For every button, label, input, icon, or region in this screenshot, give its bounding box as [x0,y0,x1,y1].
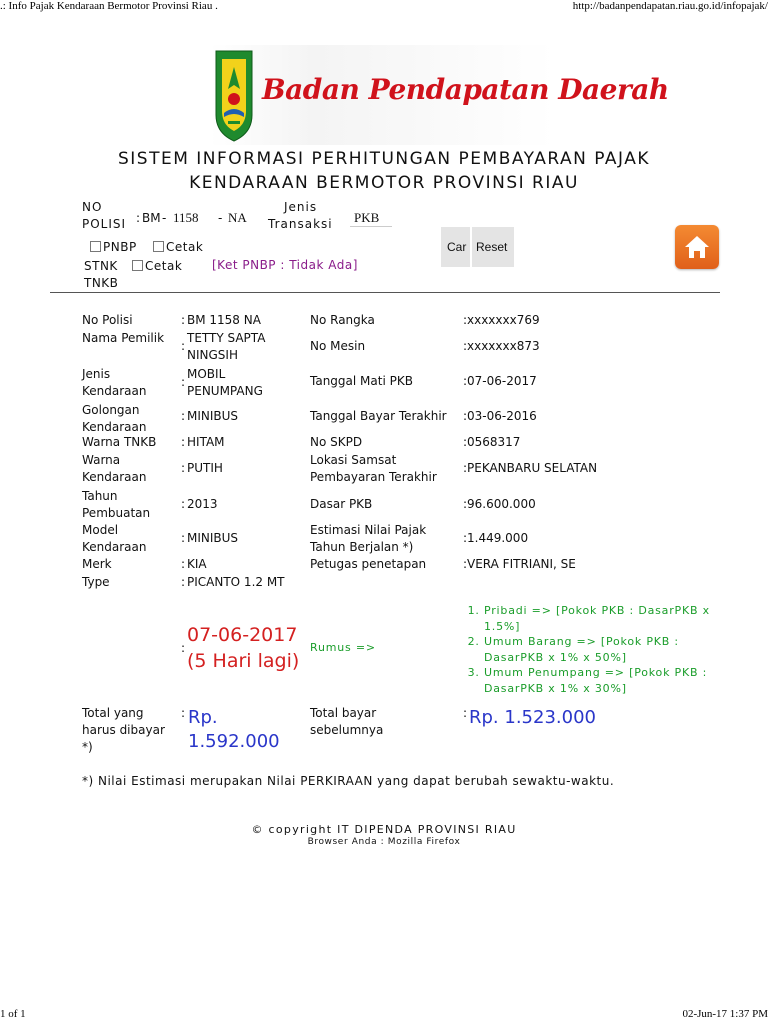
right-field-value: 07-06-2017 [467,374,537,388]
home-icon [675,225,719,269]
field-colon: : [463,435,468,449]
no-polisi-colon: : [136,211,141,225]
left-field-label: Merk [82,557,112,571]
total-label: Total yang harus dibayar *) [82,706,165,754]
cetak-stnk-checkbox[interactable] [153,240,203,254]
jenis-transaksi-select[interactable]: PKB [354,210,380,225]
left-field-value: MINIBUS [187,409,239,423]
left-field-label: Model Kendaraan [82,523,147,554]
left-field-value: PICANTO 1.2 MT [187,575,285,589]
cari-button[interactable]: Car [441,227,470,267]
home-button[interactable] [675,225,719,269]
checkbox-icon [153,241,164,252]
no-polisi-label-2: POLISI [82,217,127,231]
field-colon: : [181,435,186,449]
field-colon: : [463,374,468,388]
field-colon: : [463,531,468,545]
left-field-value: PUTIH [187,461,223,475]
cetak-tnkb-label-2: TNKB [84,276,119,290]
cetak-tnkb-checkbox[interactable] [132,259,182,273]
right-field-label: Lokasi Samsat Pembayaran Terakhir [310,453,437,484]
no-polisi-label-1: NO [82,200,103,214]
total-colon: : [181,706,186,720]
page-title-line-1: SISTEM INFORMASI PERHITUNGAN PEMBAYARAN PAJAK [117,149,651,169]
field-colon: : [181,339,186,353]
field-colon: : [463,409,468,423]
field-colon: : [181,375,186,389]
right-field-label: Tanggal Mati PKB [310,374,413,388]
prev-value: Rp. 1.523.000 [469,707,596,728]
rumus-item: 3. Umum Penumpang => [Pokok PKB : DasarPKB x 1% x 30%] [484,665,714,696]
reset-button[interactable]: Reset [472,227,514,267]
ket-pnbp-note: [Ket PNBP : Tidak Ada] [212,258,358,272]
due-date-colon: : [181,641,186,655]
print-datetime: 02-Jun-17 1:37 PM [682,1008,768,1020]
left-field-label: Golongan Kendaraan [82,403,147,434]
left-field-label: Jenis Kendaraan [82,367,147,398]
due-date: 07-06-2017 [187,624,298,646]
field-colon: : [181,497,186,511]
rumus-item: 2. Umum Barang => [Pokok PKB : DasarPKB x 1% x 50%] [484,634,714,665]
field-colon: : [181,557,186,571]
prev-label: Total bayar sebelumnya [310,706,384,737]
browser-info: Browser Anda : Mozilla Firefox [307,837,461,847]
field-colon: : [463,461,468,475]
field-colon: : [463,313,468,327]
left-field-value: BM 1158 NA [187,313,261,327]
left-field-label: Warna TNKB [82,435,157,449]
print-page-count: 1 of 1 [0,1008,26,1020]
left-field-label: No Polisi [82,313,133,327]
divider [50,292,720,293]
pnbp-label: PNBP [103,240,137,254]
total-value-line-1: Rp. [188,707,218,728]
field-colon: : [463,339,468,353]
right-field-value: PEKANBARU SELATAN [467,461,598,475]
right-field-value: xxxxxxx769 [467,313,540,327]
left-field-value: MINIBUS [187,531,239,545]
agency-banner [210,45,669,145]
right-field-label: Petugas penetapan [310,557,427,571]
right-field-label: Estimasi Nilai Pajak Tahun Berjalan *) [310,523,427,554]
copyright: © copyright IT DIPENDA PROVINSI RIAU [251,823,517,836]
right-field-value: 1.449.000 [467,531,529,545]
right-field-label: Tanggal Bayar Terakhir [310,409,447,423]
pnbp-checkbox[interactable] [90,240,137,254]
right-field-value: 96.600.000 [467,497,536,511]
checkbox-icon [132,260,143,271]
cetak-tnkb-label: Cetak [145,259,183,273]
estimasi-note: *) Nilai Estimasi merupakan Nilai PERKIRAAN yang dapat berubah sewaktu-waktu. [82,774,615,788]
prev-colon: : [463,706,468,720]
left-field-value: 2013 [187,497,218,511]
left-field-value: TETTY SAPTA NINGSIH [187,331,266,362]
left-field-value: MOBIL PENUMPANG [187,367,263,398]
right-field-value: VERA FITRIANI, SE [467,557,576,571]
left-field-value: HITAM [187,435,225,449]
right-field-label: No SKPD [310,435,363,449]
plate-suffix-field[interactable]: NA [228,210,247,225]
field-colon: : [181,531,186,545]
right-field-value: 0568317 [467,435,521,449]
left-field-label: Warna Kendaraan [82,453,147,484]
right-field-value: xxxxxxx873 [467,339,540,353]
right-field-label: Dasar PKB [310,497,373,511]
left-field-label: Nama Pemilik [82,331,165,345]
total-value-line-2: 1.592.000 [188,731,280,752]
cetak-stnk-label: Cetak [166,240,204,254]
rumus-item: 1. Pribadi => [Pokok PKB : DasarPKB x 1.5%] [484,603,714,634]
page-title-line-2: KENDARAAN BERMOTOR PROVINSI RIAU [189,173,579,193]
plate-prefix-field[interactable]: BM [142,211,161,225]
plate-number-field[interactable]: 1158 [173,210,199,225]
field-colon: : [463,557,468,571]
due-remaining: (5 Hari lagi) [187,650,300,672]
right-field-value: 03-06-2016 [467,409,537,423]
jenis-transaksi-label-1: Jenis [284,200,318,214]
checkbox-icon [90,241,101,252]
rumus-label: Rumus => [310,641,376,654]
cetak-stnk-label-2: STNK [84,259,118,273]
jenis-select-underline [350,226,392,227]
left-field-value: KIA [187,557,207,571]
field-colon: : [181,461,186,475]
field-colon: : [181,575,186,589]
plate-suffix-dash: - [218,211,223,225]
plate-dash: - [162,211,167,225]
jenis-transaksi-label-2: Transaksi [268,217,333,231]
print-page-title: .: Info Pajak Kendaraan Bermotor Provinsi Riau . [0,0,218,12]
right-field-label: No Rangka [310,313,375,327]
agency-name: Badan Pendapatan Daerah [262,73,669,106]
right-field-label: No Mesin [310,339,366,353]
rumus-list [464,603,714,696]
print-url: http://badanpendapatan.riau.go.id/infopajak/ [572,0,768,12]
field-colon: : [181,313,186,327]
field-colon: : [181,409,186,423]
left-field-label: Tahun Pembuatan [82,489,151,520]
left-field-label: Type [82,575,110,589]
field-colon: : [463,497,468,511]
